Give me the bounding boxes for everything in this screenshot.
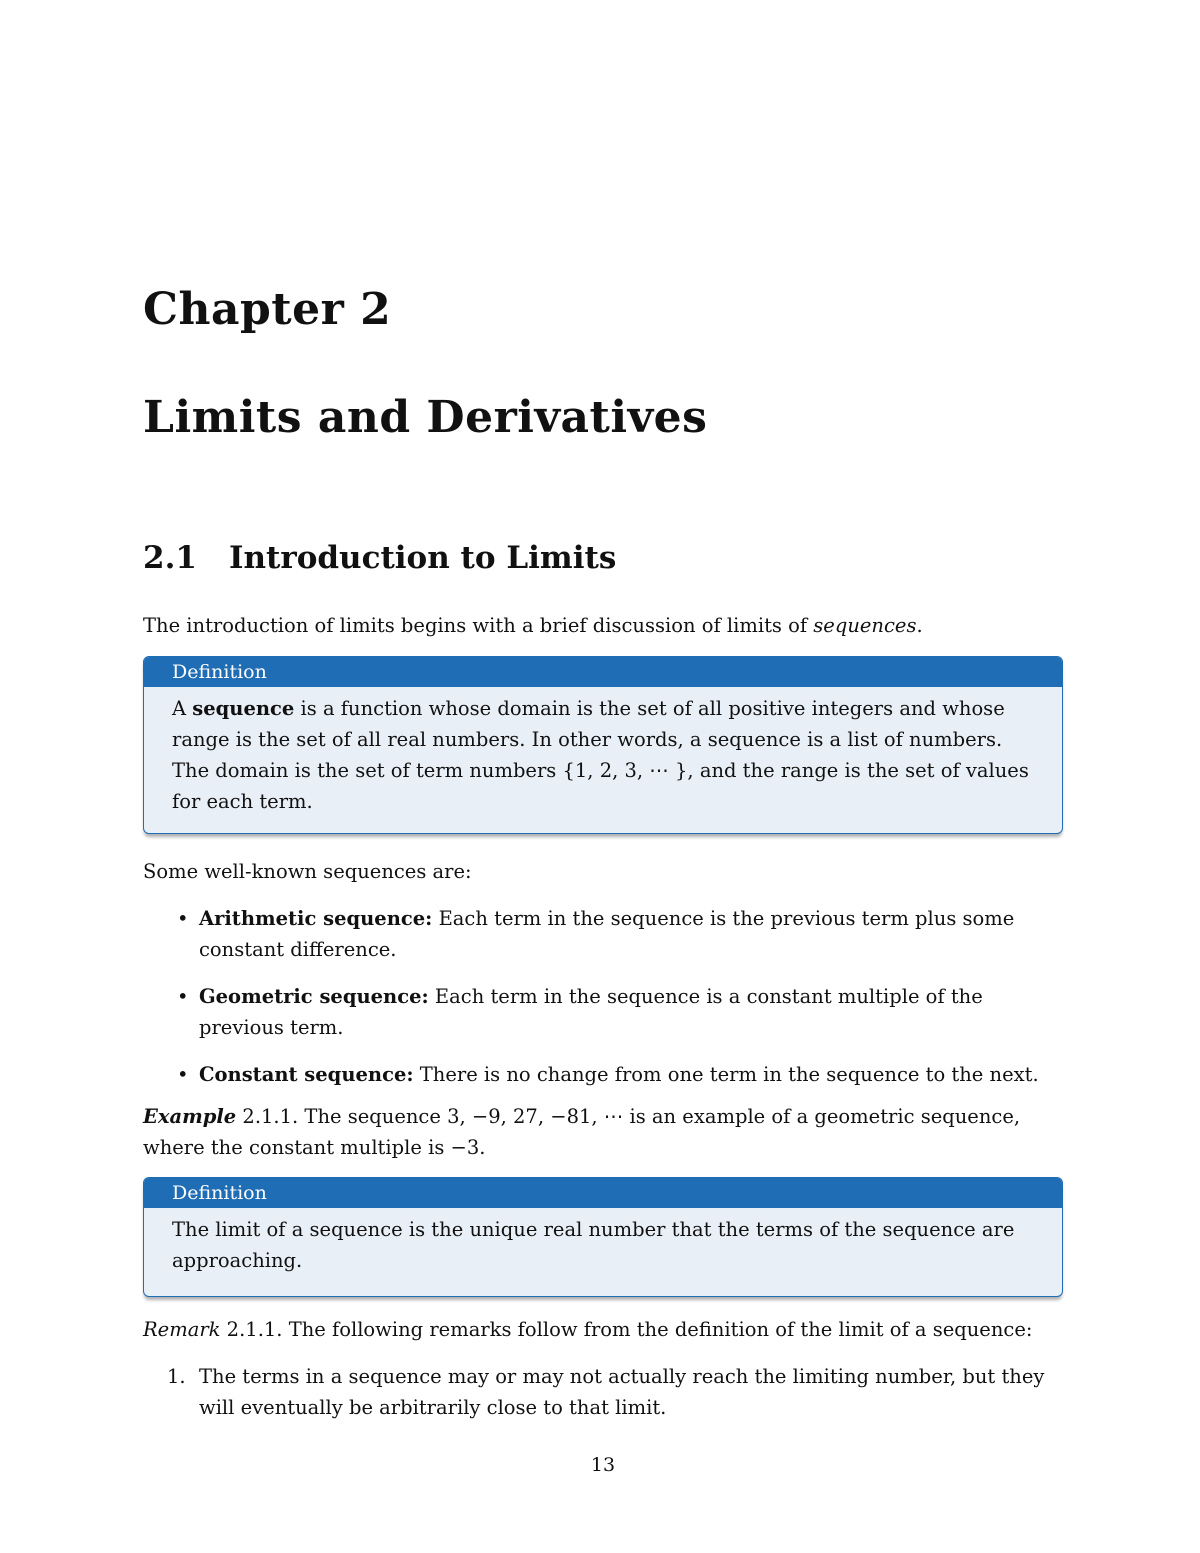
definition-body	[144, 687, 1062, 827]
bullet-icon: •	[177, 985, 189, 1008]
definition-header: Definition	[144, 657, 1062, 687]
section-title: Introduction to Limits	[229, 540, 617, 576]
sequence-types-list	[143, 903, 1063, 1106]
definition-term: sequence	[192, 697, 295, 720]
remarks-list	[143, 1361, 1063, 1423]
intro-emphasis: sequences	[813, 614, 917, 637]
example-paragraph	[143, 1101, 1063, 1163]
example-number: 2.1.1.	[236, 1105, 299, 1128]
list-item-text: The terms in a sequence may or may not actually reach the limiting number, but they will eventually be arbitrarily close to that limit.	[199, 1365, 1045, 1419]
list-item-text: Each term in the sequence is the previous term plus some constant difference.	[199, 907, 1015, 961]
list-item-text: There is no change from one term in the sequence to the next.	[413, 1063, 1039, 1086]
definition-text-b: is a function whose domain is the set of all positive integers and whose range is the set of all real numbers. In other words, a sequence is a list of numbers. The domain is the set of term numbers {1, 2, 3, ⋯ }, and the range is the set of values for each term.	[172, 697, 1029, 813]
page-number: 13	[590, 1454, 616, 1476]
remark-label: Remark	[143, 1318, 221, 1341]
chapter-title: Limits and Derivatives	[143, 392, 708, 443]
list-item-label: Arithmetic sequence:	[199, 907, 433, 930]
list-item-text: Each term in the sequence is a constant multiple of the previous term.	[199, 985, 983, 1039]
sequences-intro: Some well-known sequences are:	[143, 860, 472, 883]
definition-text-a: A	[172, 697, 193, 720]
definition-header: Definition	[144, 1178, 1062, 1208]
list-item-label: Geometric sequence:	[199, 985, 429, 1008]
definition-box-sequence	[143, 656, 1063, 834]
bullet-icon: •	[177, 907, 189, 930]
intro-text: The introduction of limits begins with a brief discussion of limits of	[143, 614, 814, 637]
remark-text: The following remarks follow from the definition of the limit of a sequence:	[282, 1318, 1033, 1341]
remark-paragraph	[143, 1314, 1063, 1345]
list-item	[143, 1059, 1063, 1090]
definition-body: The limit of a sequence is the unique real number that the terms of the sequence are approaching.	[172, 1218, 1015, 1272]
list-item-number: 1.	[167, 1365, 186, 1388]
list-item-label: Constant sequence:	[199, 1063, 414, 1086]
list-item	[143, 1361, 1063, 1423]
chapter-label: Chapter 2	[143, 284, 392, 335]
example-label: Example	[143, 1105, 237, 1128]
list-item	[143, 981, 1063, 1043]
section-number: 2.1	[143, 540, 197, 576]
intro-paragraph	[143, 610, 1063, 641]
definition-box-limit	[143, 1177, 1063, 1297]
list-item	[143, 903, 1063, 965]
remark-number: 2.1.1.	[220, 1318, 283, 1341]
document-page	[143, 0, 1063, 1553]
example-text: The sequence 3, −9, 27, −81, ⋯ is an example of a geometric sequence, where the constant multiple is −3.	[143, 1105, 1021, 1159]
bullet-icon: •	[177, 1063, 189, 1086]
intro-end: .	[916, 614, 923, 637]
section-heading	[143, 540, 616, 576]
